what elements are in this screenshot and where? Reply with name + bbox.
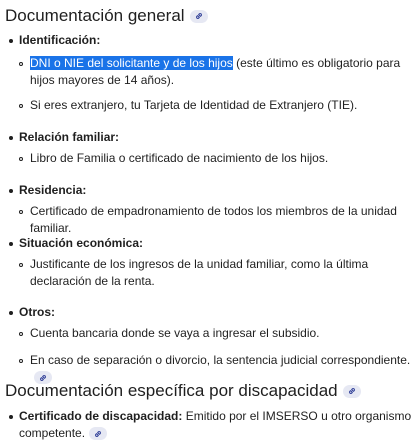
highlighted-text[interactable]: DNI o NIE del solicitante y de los hijos	[30, 56, 233, 70]
bullet	[9, 242, 13, 246]
bullet	[9, 189, 13, 193]
source-link-chip[interactable]	[89, 427, 107, 440]
sub-bullet	[19, 104, 23, 108]
source-link-chip[interactable]	[343, 385, 361, 398]
list-item-ingresos: Justificante de los ingresos de la unidad familiar, como la última declaración de la renta.	[30, 257, 369, 288]
list-item-tie: Si eres extranjero, tu Tarjeta de Identidad de Extranjero (TIE).	[30, 98, 358, 112]
category-residencia: Residencia:	[19, 183, 87, 197]
list-item-empadronamiento: Certificado de empadronamiento de todos los miembros de la unidad familiar.	[30, 204, 397, 235]
sub-bullet	[19, 210, 23, 214]
bullet	[9, 39, 13, 43]
list-item-text: En caso de separación o divorcio, la sentencia judicial correspondiente.	[30, 353, 411, 367]
sub-bullet	[19, 332, 23, 336]
section-heading-documentacion-general	[5, 6, 208, 26]
list-item-certificado-discapacidad	[19, 408, 416, 442]
category-relacion-familiar: Relación familiar:	[19, 130, 120, 144]
sub-bullet	[19, 263, 23, 267]
link-icon	[194, 11, 204, 21]
sub-bullet	[19, 62, 23, 66]
list-item-libro-familia: Libro de Familia o certificado de nacimiento de los hijos.	[30, 151, 329, 165]
category-identificacion: Identificación:	[19, 33, 101, 47]
item-label: Certificado de discapacidad:	[19, 409, 183, 423]
category-otros: Otros:	[19, 305, 55, 319]
list-item-cuenta-bancaria: Cuenta bancaria donde se vaya a ingresar el subsidio.	[30, 326, 320, 340]
source-link-chip[interactable]	[190, 10, 208, 23]
link-icon	[347, 386, 357, 396]
section-heading-documentacion-especifica	[5, 381, 361, 401]
section-heading-text: Documentación general	[5, 6, 185, 25]
list-item-dni	[30, 55, 416, 89]
list-item-text: Emitido por el IMSERSO u otro organismo competente.	[19, 409, 412, 440]
bullet	[9, 311, 13, 315]
sub-bullet	[19, 359, 23, 363]
category-situacion-economica: Situación económica:	[19, 236, 144, 250]
bullet	[9, 415, 13, 419]
section-heading-text: Documentación específica por discapacidad	[5, 381, 338, 400]
bullet	[9, 136, 13, 140]
sub-bullet	[19, 157, 23, 161]
link-icon	[93, 429, 103, 439]
list-item-text: (este último es obligatorio para hijos mayores de 14 años).	[30, 56, 401, 87]
